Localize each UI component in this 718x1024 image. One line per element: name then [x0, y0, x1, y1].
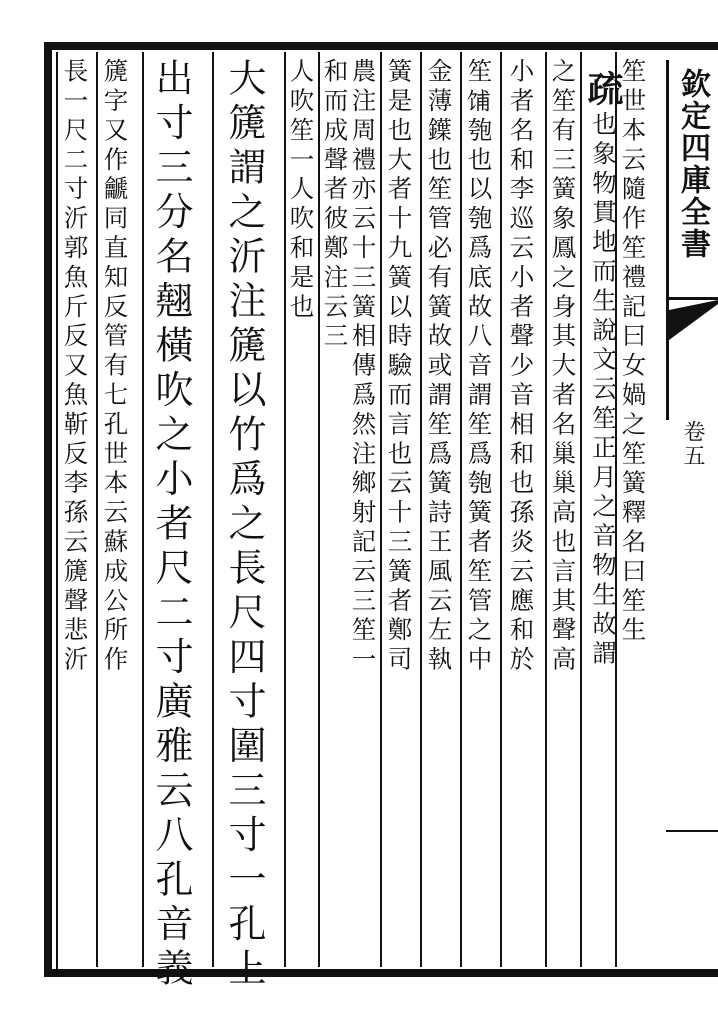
text-column-10: 人吹笙一人吹和是也	[286, 58, 316, 323]
column-rule	[318, 52, 320, 967]
text-column-12-main: 出寸三分名翹橫吹之小者尺二寸廣雅云八孔音義	[149, 58, 193, 993]
fishtail-mark	[666, 300, 718, 420]
margin-volume-label: 卷五	[680, 420, 705, 468]
text-column-5: 笙𫗦匏也以匏爲底故八音謂笙爲匏簧者笙管之中	[464, 58, 494, 676]
column-rule	[545, 52, 547, 967]
column-rule	[96, 52, 98, 967]
column-rule	[460, 52, 462, 967]
margin-book-title: 欽定四庫全書	[666, 60, 718, 300]
margin-lower-rule	[666, 830, 718, 832]
text-column-1: 笙世本云隨作笙禮記曰女媧之笙簧釋名曰笙生	[618, 58, 648, 646]
column-rule	[500, 52, 502, 967]
text-column-8: 農注周禮亦云十三簧相傳爲然注鄉射記云三笙一	[348, 58, 378, 676]
column-rule	[580, 52, 582, 967]
text-column-13: 篪字又作䶵同直知反管有七孔世本云蘇成公所作	[100, 58, 130, 676]
column-rule	[284, 52, 286, 967]
text-column-6: 金薄鐷也笙管必有簧故或謂笙爲簧詩王風云左執	[424, 58, 454, 676]
text-column-4: 小者名和李巡云小者聲少音相和也孫炎云應和於	[506, 58, 536, 676]
inner-border-rule	[56, 52, 58, 972]
text-column-9: 和而成聲者彼鄭注云三	[320, 58, 350, 352]
text-column-11-main: 大篪謂之沂注篪以竹爲之長尺四寸圍三寸一孔上	[222, 58, 266, 993]
text-column-7: 簧是也大者十九簧以時驗而言也云十三簧者鄭司	[384, 58, 414, 676]
text-column-2: 疏也象物貫地而生說文云笙正月之音物生故謂	[582, 70, 624, 670]
column-rule	[212, 52, 214, 967]
text-column-14: 長一尺二寸沂郭魚斤反又魚靳反李孫云篪聲悲沂	[60, 58, 90, 676]
text-column-3: 之笙有三簧象鳳之身其大者名巢巢高也言其聲高	[548, 58, 578, 676]
column-rule	[380, 52, 382, 967]
column-rule	[142, 52, 144, 967]
column-rule	[420, 52, 422, 967]
section-marker: 疏	[582, 70, 624, 111]
